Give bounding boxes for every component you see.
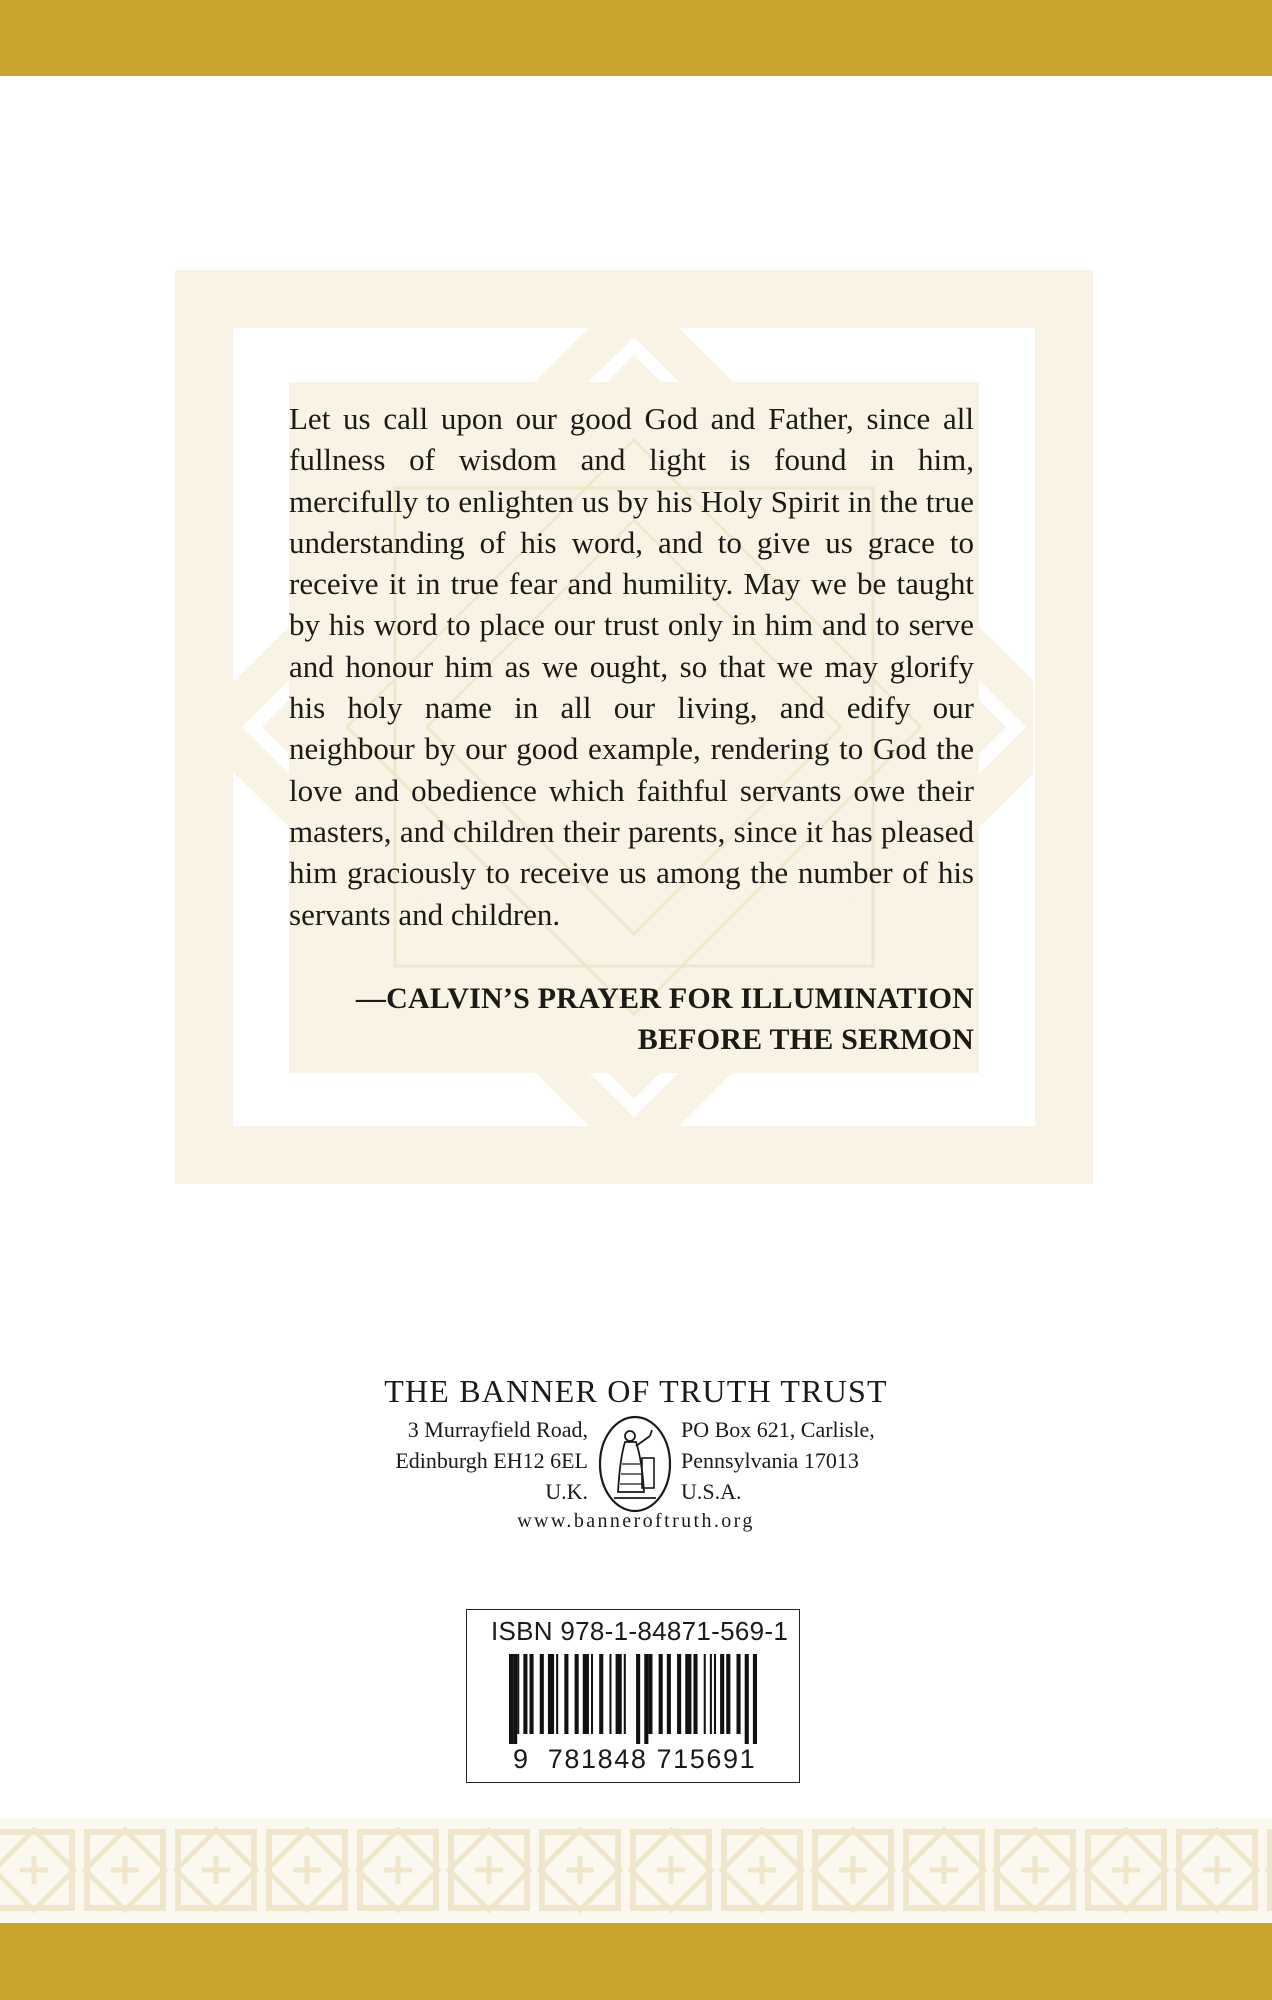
barcode-bar: [513, 1654, 517, 1744]
barcode-bar: [648, 1654, 652, 1734]
barcode-bar: [530, 1654, 534, 1734]
isbn-barcode: [466, 1609, 800, 1783]
quote-attribution: [289, 978, 974, 1060]
barcode-bar: [616, 1654, 622, 1734]
barcode-bar: [540, 1654, 544, 1734]
uk-address-line: U.K.: [545, 1479, 588, 1504]
barcode-bar: [737, 1654, 741, 1734]
barcode-bar: [644, 1654, 648, 1744]
barcode-bar: [720, 1654, 724, 1734]
barcode-bar: [556, 1654, 558, 1734]
barcode-first-digit: 9: [513, 1744, 529, 1774]
barcode-bar: [609, 1654, 611, 1734]
isbn-label: ISBN 978-1-84871-569-1: [491, 1616, 789, 1646]
barcode-bar: [636, 1654, 640, 1744]
us-address: [681, 1414, 941, 1507]
publisher-name: THE BANNER OF TRUTH TRUST: [384, 1373, 888, 1409]
barcode-bar: [710, 1654, 712, 1734]
attribution-line-1: —CALVIN’S PRAYER FOR ILLUMINATION: [355, 982, 974, 1015]
barcode-bar: [659, 1654, 663, 1734]
barcode-bar: [523, 1654, 527, 1734]
barcode-bar: [583, 1654, 589, 1734]
barcode-bar: [667, 1654, 671, 1734]
barcode-bar: [704, 1654, 706, 1734]
barcode-bar: [624, 1654, 626, 1734]
barcode-bar: [517, 1654, 519, 1734]
barcode-bar: [745, 1654, 749, 1744]
barcode-digits: 781848 715691: [547, 1744, 757, 1774]
barcode-bar: [564, 1654, 568, 1734]
barcode-bar: [509, 1654, 513, 1744]
us-address-line: PO Box 621, Carlisle,: [681, 1417, 875, 1442]
bottom-gold-band: [0, 1923, 1272, 2000]
barcode-bar: [677, 1654, 681, 1734]
barcode-bar: [548, 1654, 554, 1734]
barcode-bar: [714, 1654, 716, 1734]
uk-address-line: Edinburgh EH12 6EL: [395, 1448, 588, 1473]
prayer-quote: Let us call upon our good God and Father, since all fullness of wisdom and light is found in him, mercifully to enlighten us by his Holy Spirit in the true understanding of his word, and to give us grace to receive it in true fear and humility. May we be taught by his word to place our trust only in him and to serve and honour him as we ought, so that we may glorify his holy name in all our living, and edify our neighbour by our good example, rendering to God the love and obedience which faithful servants owe their masters, and children their parents, since it has pleased him graciously to receive us among the number of his servants and children.: [289, 401, 974, 932]
ornament-tile: [1268, 1830, 1272, 1910]
barcode-bar: [693, 1654, 697, 1734]
tile-pattern-strip: [0, 1818, 1272, 1923]
publisher-website: www.banneroftruth.org: [517, 1510, 755, 1532]
barcode-bar: [591, 1654, 593, 1734]
uk-address: [340, 1414, 588, 1507]
attribution-line-2: BEFORE THE SERMON: [637, 1023, 974, 1056]
barcode-bar: [599, 1654, 603, 1734]
preacher-figure-icon: [596, 1414, 674, 1514]
barcode-bar: [726, 1654, 730, 1734]
barcode-bar: [753, 1654, 757, 1744]
top-gold-band: [0, 0, 1272, 76]
us-address-line: Pennsylvania 17013: [681, 1448, 859, 1473]
us-address-line: U.S.A.: [681, 1479, 742, 1504]
barcode-bar: [575, 1654, 579, 1734]
barcode-bars: [509, 1654, 759, 1744]
barcode-bar: [685, 1654, 691, 1734]
uk-address-line: 3 Murrayfield Road,: [407, 1417, 588, 1442]
